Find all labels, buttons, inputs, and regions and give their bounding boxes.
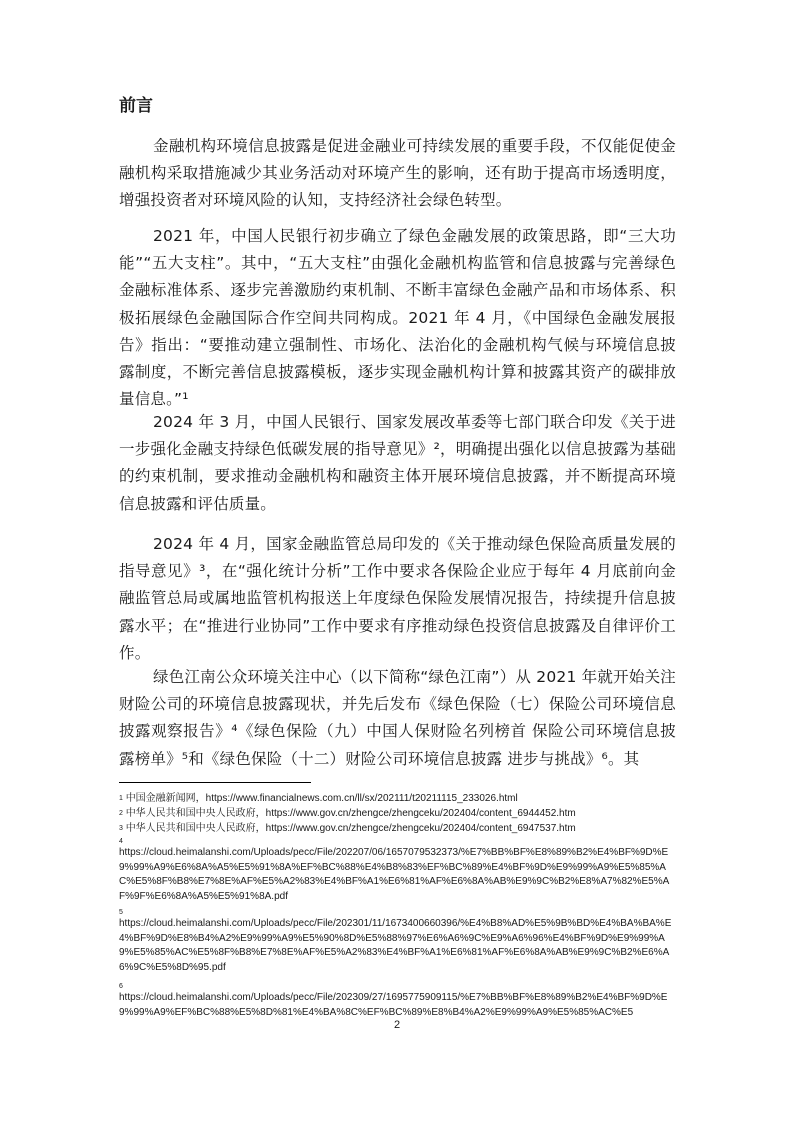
footnote-separator xyxy=(119,782,311,783)
footnote-number: 6 xyxy=(119,983,123,990)
footnote-text: 中国金融新闻网，https://www.financialnews.com.cn/ll/sx/202111/t20211115_233026.html xyxy=(125,793,518,804)
paragraph-1: 金融机构环境信息披露是促进金融业可持续发展的重要手段，不仅能促使金融机构采取措施减少其业务活动对环境产生的影响，还有助于提高市场透明度，增强投资者对环境风险的认知，支持经济社会绿色转型。 xyxy=(119,137,676,210)
paragraph-2: 2021 年，中国人民银行初步确立了绿色金融发展的政策思路，即“三大功能”“五大支柱”。其中，“五大支柱”由强化金融机构监管和信息披露与完善绿色金融标准体系、逐步完善激励约束机制、不断丰富绿色金融产品和市场体系、积极拓展绿色金融国际合作空间共同构成。2021 年 4 月，《中国绿色金融发展报告》指出：“要推动建立强制性、市场化、法治化的金融机构气候与环境信息披露制度，不断完善信息披露模板，逐步实现金融机构计算和披露其资产的碳排放量信息。”¹ xyxy=(119,227,676,409)
paragraph-5: 绿色江南公众环境关注中心（以下简称“绿色江南”）从 2021 年就开始关注财险公司的环境信息披露现状，并先后发布《绿色保险（七）保险公司环境信息披露观察报告》⁴《绿色保险（九）中国人保财险名列榜首 保险公司环境信息披露榜单》⁵和《绿色保险（十二）财险公司环境信息披露 进步与挑战》⁶。其 xyxy=(119,668,676,768)
footnote-text: 中华人民共和国中央人民政府，https://www.gov.cn/zhengce/zhengceku/202404/content_6944452.htm xyxy=(125,808,576,819)
footnote-link[interactable]: https://cloud.heimalanshi.com/Uploads/pecc/File/202207/06/1657079532373/%E7%BB%BF%E8%89%B2%E4%BF%9D%E9%99%A9%E6%8A%A5%E5%91%8A%EF%BC%88%E4%B8%83%EF%BC%89%E4%BF%9D%E9%99%A9%E5%85%AC%E5%8F%B8%E7%8E%AF%E5%A2%83%E4%BF%A1%E6%81%AF%E6%8A%AB%E9%9C%B2%E8%A7%82%E5%AF%9F%E6%8A%A5%E5%91%8A.pdf xyxy=(119,847,670,902)
page-number: 2 xyxy=(393,1019,401,1031)
footnote-6 xyxy=(119,982,679,1020)
footnote-5 xyxy=(119,908,679,975)
footnote-4 xyxy=(119,837,679,904)
footnote-3 xyxy=(119,822,679,837)
footnote-text: 中华人民共和国中央人民政府，https://www.gov.cn/zhengce/zhengceku/202404/content_6947537.htm xyxy=(125,823,576,834)
footnote-number: 2 xyxy=(119,810,123,817)
footnote-number: 4 xyxy=(119,838,123,845)
footnote-number: 5 xyxy=(119,909,123,916)
footnote-link[interactable]: https://cloud.heimalanshi.com/Uploads/pecc/File/202301/11/1673400660396/%E4%B8%AD%E5%9B%BD%E4%BA%BA%E4%BF%9D%E8%B4%A2%E9%99%A9%E5%90%8D%E5%88%97%E6%A6%9C%E9%A6%96%E4%BF%9D%E9%99%A9%E5%85%AC%E5%8F%B8%E7%8E%AF%E5%A2%83%E4%BF%A1%E6%81%AF%E6%8A%AB%E9%9C%B2%E6%A6%9C%E5%8D%95.pdf xyxy=(119,918,672,973)
footnote-number: 3 xyxy=(119,825,123,832)
footnote-1 xyxy=(119,792,679,807)
footnote-link[interactable]: https://cloud.heimalanshi.com/Uploads/pecc/File/202309/27/1695775909115/%E7%BB%BF%E8%89%B2%E4%BF%9D%E9%99%A9%EF%BC%88%E5%8D%81%E4%BA%8C%EF%BC%89%E8%B4%A2%E9%99%A9%E5%85%AC%E5 xyxy=(119,992,668,1018)
footnote-2 xyxy=(119,807,679,822)
paragraph-3: 2024 年 3 月，中国人民银行、国家发展改革委等七部门联合印发《关于进一步强化金融支持绿色低碳发展的指导意见》²，明确提出强化以信息披露为基础的约束机制，要求推动金融机构和融资主体开展环境信息披露，并不断提高环境信息披露和评估质量。 xyxy=(119,413,676,513)
section-heading: 前言 xyxy=(119,96,153,116)
paragraph-4: 2024 年 4 月，国家金融监管总局印发的《关于推动绿色保险高质量发展的指导意见》³，在“强化统计分析”工作中要求各保险企业应于每年 4 月底前向金融监管总局或属地监管机构报送上年度绿色保险发展情况报告，持续提升信息披露水平；在“推进行业协同”工作中要求有序推动绿色投资信息披露及自律评价工作。 xyxy=(119,535,676,662)
footnote-number: 1 xyxy=(119,795,123,802)
